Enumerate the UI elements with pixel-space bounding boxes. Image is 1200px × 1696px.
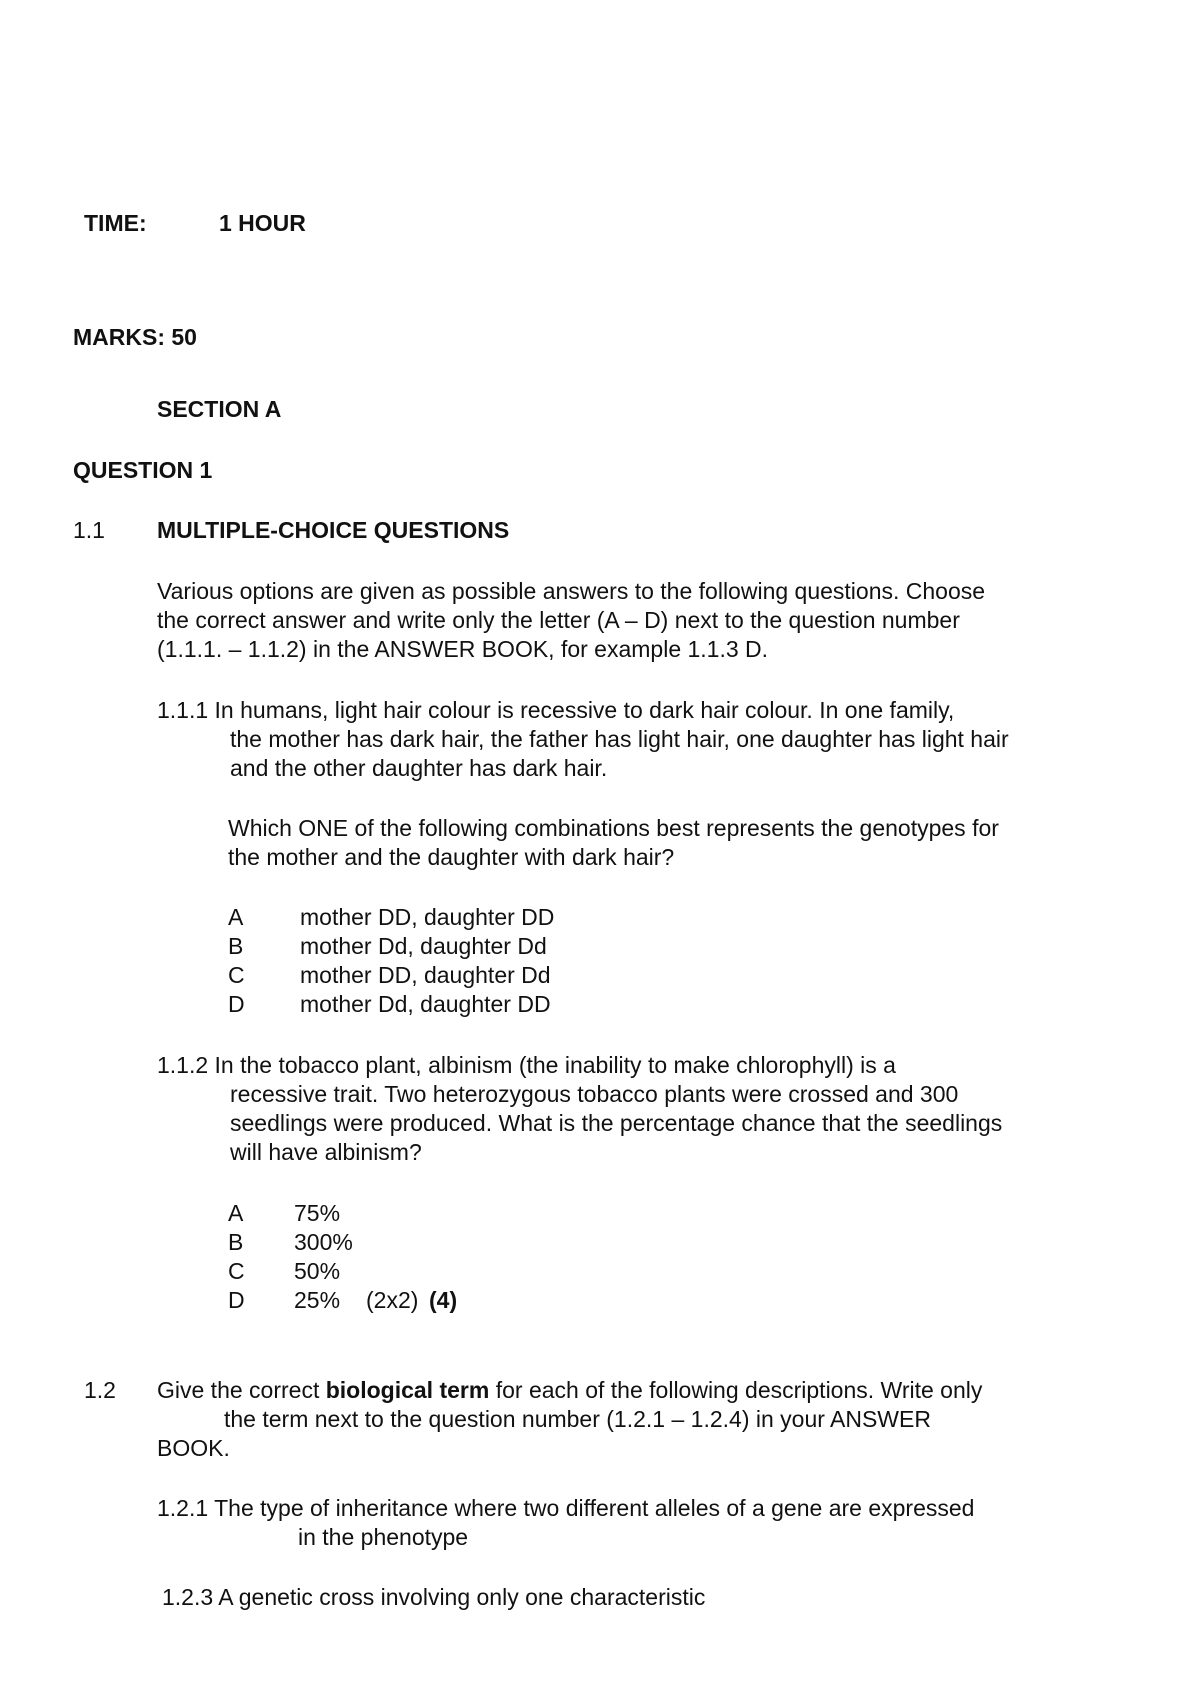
mcq-heading: MULTIPLE-CHOICE QUESTIONS (157, 517, 510, 543)
option-letter: C (228, 962, 245, 988)
question-1-2-intro: BOOK. (157, 1435, 230, 1461)
option-text: mother Dd, daughter Dd (300, 933, 547, 959)
option-letter: A (228, 904, 244, 930)
subquestion-number-1-2: 1.2 (84, 1377, 116, 1403)
option-letter: B (228, 1229, 244, 1255)
question-1-1-1-stem: the mother has dark hair, the father has light hair, one daughter has light hair (230, 726, 1009, 752)
option-text: 50% (294, 1258, 341, 1284)
option-text: 25% (294, 1287, 341, 1313)
question-1-2-intro: Give the correct biological term for each of the following descriptions. Write only (157, 1377, 983, 1403)
option-text: 300% (294, 1229, 353, 1255)
mark-total: (4) (429, 1287, 458, 1313)
question-1-1-1-prompt: the mother and the daughter with dark hair? (228, 844, 675, 870)
item-1-2-1: in the phenotype (298, 1524, 469, 1550)
question-1-1-2-stem: will have albinism? (230, 1139, 422, 1165)
question-1-1-2-stem: seedlings were produced. What is the percentage chance that the seedlings (230, 1110, 1003, 1136)
mark-allocation: (2x2) (366, 1287, 419, 1313)
option-text: 75% (294, 1200, 341, 1226)
item-1-2-3: 1.2.3 A genetic cross involving only one characteristic (162, 1584, 706, 1610)
option-text: mother Dd, daughter DD (300, 991, 551, 1017)
time-label: TIME: (84, 210, 147, 236)
question-1-2-intro: the term next to the question number (1.2.1 – 1.2.4) in your ANSWER (224, 1406, 931, 1432)
question-1-1-1-stem: 1.1.1 In humans, light hair colour is recessive to dark hair colour. In one family, (157, 697, 955, 723)
time-value: 1 HOUR (219, 210, 306, 236)
question-heading: QUESTION 1 (73, 457, 213, 483)
question-1-1-1-prompt: Which ONE of the following combinations best represents the genotypes for (228, 815, 999, 841)
option-letter: B (228, 933, 244, 959)
question-1-1-2-stem: recessive trait. Two heterozygous tobacco plants were crossed and 300 (230, 1081, 959, 1107)
item-1-2-1: 1.2.1 The type of inheritance where two different alleles of a gene are expressed (157, 1495, 975, 1521)
option-letter: C (228, 1258, 245, 1284)
marks-label: MARKS: 50 (73, 324, 197, 350)
option-letter: D (228, 991, 245, 1017)
instructions-line: the correct answer and write only the letter (A – D) next to the question number (157, 607, 960, 633)
option-text: mother DD, daughter Dd (300, 962, 551, 988)
option-text: mother DD, daughter DD (300, 904, 555, 930)
section-heading: SECTION A (157, 396, 282, 422)
option-letter: A (228, 1200, 244, 1226)
instructions-line: Various options are given as possible answers to the following questions. Choose (157, 578, 986, 604)
instructions-line: (1.1.1. – 1.1.2) in the ANSWER BOOK, for example 1.1.3 D. (157, 636, 769, 662)
question-1-1-2-stem: 1.1.2 In the tobacco plant, albinism (the inability to make chlorophyll) is a (157, 1052, 896, 1078)
subquestion-number-1-1: 1.1 (73, 517, 105, 543)
question-1-1-1-stem: and the other daughter has dark hair. (230, 755, 608, 781)
option-letter: D (228, 1287, 245, 1313)
